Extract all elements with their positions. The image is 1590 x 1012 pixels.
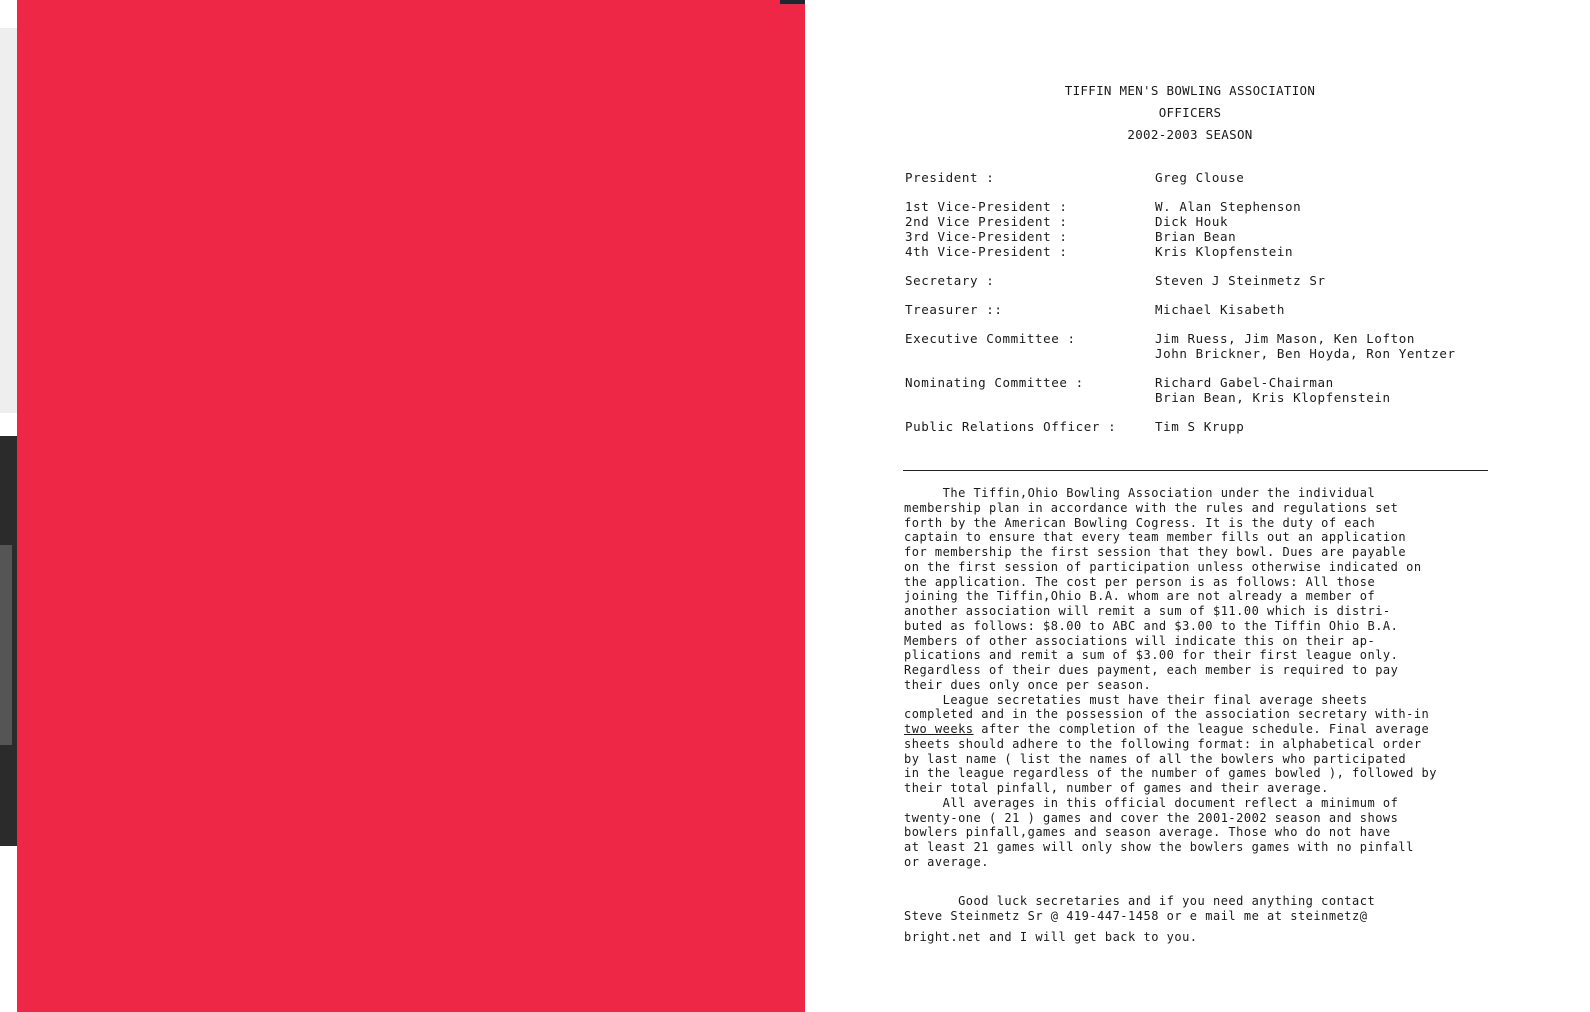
officer-name: Jim Ruess, Jim Mason, Ken Lofton xyxy=(1155,331,1416,346)
body-line: forth by the American Bowling Cogress. It is the duty of each xyxy=(904,515,1376,530)
body-line: All averages in this official document reflect a minimum of xyxy=(904,795,1399,810)
body-line: buted as follows: $8.00 to ABC and $3.00 to the Tiffin Ohio B.A. xyxy=(904,618,1399,633)
body-line: bowlers pinfall,games and season average. Those who do not have xyxy=(904,825,1391,840)
season-title: 2002-2003 SEASON xyxy=(1127,127,1253,142)
body-line: their dues only once per season. xyxy=(904,677,1152,692)
officer-name: Michael Kisabeth xyxy=(1155,302,1286,317)
contact-line: Steve Steinmetz Sr @ 419-447-1458 or e mail me at steinmetz@ xyxy=(904,909,1368,923)
document-header xyxy=(805,80,1575,146)
officer-name: Tim S Krupp xyxy=(1155,419,1245,434)
officer-role: Nominating Committee : xyxy=(905,375,1084,390)
officer-name: Dick Houk xyxy=(1155,214,1229,229)
contact-line: bright.net and I will get back to you. xyxy=(904,930,1198,944)
scanner-edge-light xyxy=(0,28,17,413)
officer-name: W. Alan Stephenson xyxy=(1155,199,1302,214)
body-line: for membership the first session that they bowl. Dues are payable xyxy=(904,545,1407,559)
body-line: completed and in the possession of the association secretary with-in xyxy=(904,707,1430,722)
body-line: Regardless of their dues payment, each member is required to pay xyxy=(904,663,1399,677)
officer-role: 4th Vice-President : xyxy=(905,244,1068,259)
body-line: twenty-one ( 21 ) games and cover the 2001-2002 season and shows xyxy=(904,810,1399,825)
officer-name: Steven J Steinmetz Sr xyxy=(1155,273,1326,288)
scanner-edge xyxy=(0,0,17,1012)
officer-name: John Brickner, Ben Hoyda, Ron Yentzer xyxy=(1155,346,1456,361)
officer-role: Public Relations Officer : xyxy=(905,419,1117,434)
scanner-edge-mid xyxy=(0,545,12,745)
body-line: their total pinfall, number of games and their average. xyxy=(904,781,1329,795)
contact-note xyxy=(904,894,1524,945)
body-line: joining the Tiffin,Ohio B.A. whom are not already a member of xyxy=(904,589,1376,604)
officer-name: Richard Gabel-Chairman xyxy=(1155,375,1334,390)
officer-name: Brian Bean, Kris Klopfenstein xyxy=(1155,390,1391,405)
body-line-deadline xyxy=(904,722,1524,737)
officer-name: Brian Bean xyxy=(1155,229,1237,244)
body-line: on the first session of participation unless otherwise indicated on xyxy=(904,559,1422,574)
officer-role: Executive Committee : xyxy=(905,331,1076,346)
association-title: TIFFIN MEN'S BOWLING ASSOCIATION xyxy=(1064,83,1316,98)
officer-name: Greg Clouse xyxy=(1155,170,1245,185)
body-line: in the league regardless of the number of games bowled ), followed by xyxy=(904,766,1437,781)
officer-group-vice-presidents xyxy=(905,199,1525,259)
officer-role: President : xyxy=(905,170,995,185)
body-line: sheets should adhere to the following format: in alphabetical order xyxy=(904,736,1422,751)
body-line: plications and remit a sum of $3.00 for their first league only. xyxy=(904,648,1399,663)
officer-group-executive-committee xyxy=(905,331,1525,361)
document-page xyxy=(805,0,1590,1012)
body-line: by last name ( list the names of all the bowlers who participated xyxy=(904,751,1407,766)
membership-instructions xyxy=(904,486,1524,870)
body-line: another association will remit a sum of $11.00 which is distri- xyxy=(904,604,1391,618)
officer-name: Kris Klopfenstein xyxy=(1155,244,1294,259)
officer-role: 3rd Vice-President : xyxy=(905,229,1068,244)
officers-title: OFFICERS xyxy=(1158,105,1222,120)
body-line: Members of other associations will indicate this on their ap- xyxy=(904,633,1376,648)
officer-role: 1st Vice-President : xyxy=(905,199,1068,214)
deadline-rest: after the completion of the league schedule. Final average xyxy=(973,722,1430,736)
officer-group-secretary xyxy=(905,273,1525,288)
body-line: membership plan in accordance with the rules and regulations set xyxy=(904,500,1399,515)
officer-role: Treasurer :: xyxy=(905,302,1003,317)
officer-group-public-relations xyxy=(905,419,1525,434)
deadline-emphasis: two weeks xyxy=(904,722,974,736)
officer-role: Secretary : xyxy=(905,273,995,288)
body-line: at least 21 games will only show the bowlers games with no pinfall xyxy=(904,840,1414,854)
contact-line: Good luck secretaries and if you need anything contact xyxy=(904,894,1376,908)
body-line: captain to ensure that every team member fills out an application xyxy=(904,530,1407,545)
red-cover-page xyxy=(17,0,805,1012)
body-line: or average. xyxy=(904,854,989,869)
officer-role: 2nd Vice President : xyxy=(905,214,1068,229)
section-divider xyxy=(903,470,1488,471)
body-line: the application. The cost per person is as follows: All those xyxy=(904,574,1376,589)
body-line: League secretaties must have their final average sheets xyxy=(904,692,1368,707)
officer-group-president xyxy=(905,170,1525,185)
officer-group-treasurer xyxy=(905,302,1525,317)
officers-list xyxy=(905,170,1525,448)
body-line: The Tiffin,Ohio Bowling Association under the individual xyxy=(904,486,1376,500)
officer-group-nominating-committee xyxy=(905,375,1525,405)
